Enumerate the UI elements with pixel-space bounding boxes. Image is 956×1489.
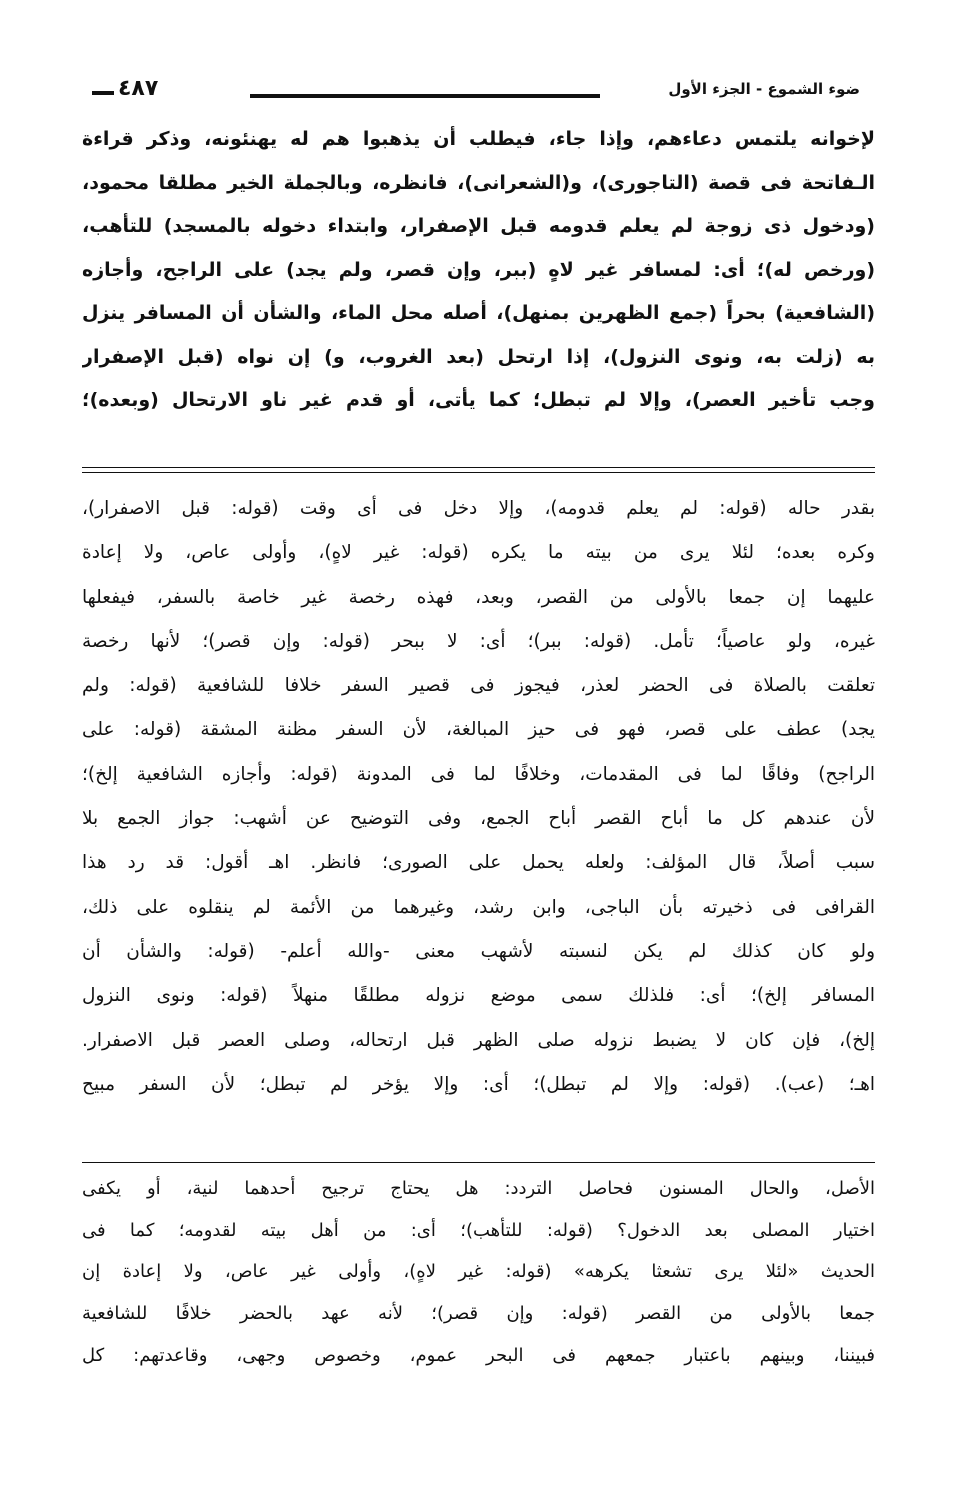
- commentary-line: الراجح) وفاقًا لما فى المقدمات، وخلافًا لما فى المدونة (قوله: وأجازه الشافعية إلخ)؛: [82, 763, 875, 785]
- footnote-text: [82, 1168, 875, 1376]
- commentary-line: غيره، ولو عاصياً؛ تأمل. (قوله: ببر)؛ أى: لا ببحر (قوله: وإن قصر)؛ لأنها رخصة: [82, 630, 875, 652]
- page-number: ٤٨٧: [118, 76, 159, 101]
- main-text-line: به (زلت به، ونوى النزول)، إذا ارتحل (بعد الغروب، و) إن نواه (قبل الإصفرار: [82, 345, 875, 368]
- main-text-line: (الشافعية) بحراً (جمع الظهرين بمنهل)، أصله محل الماء، والشأن أن المسافر ينزل: [82, 302, 875, 324]
- header-rule: [250, 94, 600, 98]
- main-text-line: لإخوانه يلتمس دعاءهم، وإذا جاء، فيطلب أن يذهبوا هم له يهنئونه، وذكر قراءة: [82, 128, 875, 150]
- commentary-line: اهـ؛ (عب). (قوله: وإلا لم تبطل)؛ أى: وإلا يؤخر لم تبطل؛ لأن السفر مبيح: [82, 1073, 875, 1095]
- commentary-line: ولو كان كذلك لم يكن لنسبته لأشهب معنى -والله أعلم- (قوله: والشأن أن: [82, 940, 875, 962]
- page-number-dash: [92, 91, 114, 95]
- commentary-text: [82, 487, 875, 1107]
- section-divider-double: [82, 467, 875, 473]
- main-text-line: الـفاتحة فى قصة (التاجورى)، و(الشعرانى)، فانظره، وبالجملة الخير مطلقا محمود،: [82, 171, 875, 194]
- main-text: [82, 118, 875, 423]
- footnote-line: جمعا بالأولى من القصر (قوله: وإن قصر)؛ لأنه عهد بالحضر خلافًا للشافعية: [82, 1303, 875, 1325]
- commentary-line: سبب أصلاً، قال المؤلف: ولعله يحمل على الصورى؛ فانظر. اهـ أقول: قد رد هذا: [82, 852, 875, 874]
- main-text-line: (ودخول ذى زوجة لم يعلم قدومه قبل الإصفرار، وابتداء دخوله بالمسجد) للتأهب،: [82, 215, 875, 237]
- commentary-line: المسافر إلخ)؛ أى: فلذلك سمى موضع نزوله مطلقًا منهلاً (قوله: ونوى النزول: [82, 985, 875, 1007]
- book-title: ضوء الشموع - الجزء الأول: [668, 80, 860, 98]
- commentary-line: بقدر حاله (قوله: لم يعلم قدومه)، وإلا دخل فى أى وقت (قوله: قبل الاصفرار)،: [82, 498, 875, 519]
- footnote-line: اختيار المصلى بعد الدخول؟ (قوله: للتأهب)؛ أى: من أهل بيته لقدومه؛ كما فى: [82, 1219, 875, 1241]
- commentary-line: لأن عندهم كل ما أباح القصر أباح الجمع، وفى التوضيح عن أشهب: جواز الجمع بلا: [82, 808, 875, 830]
- commentary-line: وكره بعده؛ لئلا يرى من بيته ما يكره (قوله: غير لاهٍ)، وأولى عاص، ولا إعادة: [82, 542, 875, 564]
- commentary-line: عليهما إن جمعا بالأولى من القصر، وبعد، فهذه رخصة غير خاصة بالسفر، فيفعلها: [82, 586, 875, 608]
- commentary-line: القرافى فى ذخيرته بأن الباجى، وابن رشد، وغيرهما من الأئمة لم ينقلوه على ذلك،: [82, 896, 875, 918]
- commentary-line: يجد) عطف على قصر، فهو فى حيز المبالغة، لأن السفر مظنة المشقة (قوله: على: [82, 719, 875, 741]
- footnote-line: الأصل، والحال المسنون فحاصل التردد: هل يحتاج ترجيح أحدهما لنية، أو يكفى: [82, 1178, 875, 1199]
- main-text-line: (ورخص له)؛ أى: لمسافر غير لاهٍ (ببر، وإن قصر، ولم يجد) على الراجح، وأجازه: [82, 258, 875, 281]
- section-divider-single: [82, 1162, 875, 1163]
- running-header: [92, 72, 860, 112]
- footnote-line: الحديث «لئلا يرى تشعثا يكرهه» (قوله: غير لاهٍ)، وأولى غير عاص، ولا إعادة إن: [82, 1261, 875, 1283]
- commentary-line: تعلقت بالصلاة فى الحضر لعذر، فيجوز فى قصير السفر خلافا للشافعية (قوله: ولم: [82, 675, 875, 697]
- footnote-line: فبيننا، وبينهم باعتبار جمعهم فى البحر عموم، وخصوص وجهى، وقاعدتهم: كل: [82, 1344, 875, 1366]
- main-text-line: وجب تأخير العصر)، وإلا لم تبطل؛ كما يأتى، أو قدم غير ناو الارتحال (وبعده)؛: [82, 389, 875, 411]
- commentary-line: إلخ)، فإن كان لا يضبط نزوله صلى الظهر قبل ارتحاله، وصلى العصر قبل الاصفرار.: [82, 1029, 875, 1051]
